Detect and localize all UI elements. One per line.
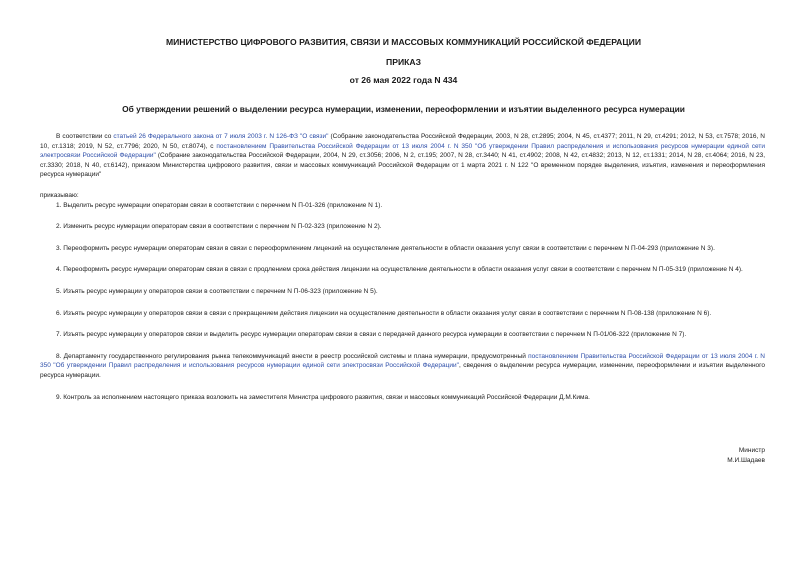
item8-text-1: 8. Департаменту государственного регулирования рынка телекоммуникаций внести в реестр российской системы и плана нумерации, предусмотренный xyxy=(56,352,529,360)
order-item-8 xyxy=(40,352,765,381)
item8-text-2: , сведения о выделении ресурса нумерации, изменении, переоформлении и изъятии выделенного ресурса нумерации. xyxy=(40,362,765,379)
item8-resolution-350-link[interactable]: постановлением Правительства Российской Федерации от 13 июля 2004 г. N 350 "Об утверждении Правил распределения и использования ресурсов нумерации единой сети электросвязи Российской Федерации" xyxy=(40,352,765,370)
document-body xyxy=(40,132,765,414)
signatory-position: Министр xyxy=(738,447,765,454)
order-item-3: 3. Переоформить ресурс нумерации операторам связи в связи с переоформлением лицензий на осуществление деятельности в области оказания услуг связи в соответствии с перечнем N П-04-293 (приложение N 3). xyxy=(56,244,715,252)
order-item-6: 6. Изъять ресурс нумерации у операторов связи в связи с прекращением действия лицензии на осуществление деятельности в области оказания услуг связи в соответствии с перечнем N П-08-138 (приложение N 6). xyxy=(56,309,712,317)
preamble-text-1: В соответствии со xyxy=(56,133,114,140)
ministry-heading: МИНИСТЕРСТВО ЦИФРОВОГО РАЗВИТИЯ, СВЯЗИ И МАССОВЫХ КОММУНИКАЦИЙ РОССИЙСКОЙ ФЕДЕРАЦИИ xyxy=(165,37,642,47)
order-item-9: 9. Контроль за исполнением настоящего приказа возложить на заместителя Министра цифрового развития, связи и массовых коммуникаций Российской Федерации Д.М.Кима. xyxy=(56,393,590,401)
order-item-1: 1. Выделить ресурс нумерации операторам связи в соответствии с перечнем N П-01-326 (приложение N 1). xyxy=(56,201,383,209)
law-126-link[interactable]: статьей 26 Федерального закона от 7 июля 2003 г. N 126-ФЗ "О связи" xyxy=(113,133,329,140)
signatory-name: М.И.Шадаев xyxy=(727,457,765,464)
order-item-2: 2. Изменить ресурс нумерации операторам связи в соответствии с перечнем N П-02-323 (приложение N 2). xyxy=(56,223,382,231)
preamble-text-3: (Собрание законодательства Российской Федерации, 2004, N 29, ст.3056; 2006, N 2, ст.195; 2007, N 28, ст.3440; N 41, ст.4902; 2008, N 42, ст.4832; 2013, N 12, ст.1331; 2014, N 28, ст.4064; 2016, N 23, ст.3330; 2018, N 40, ст.6142), приказом Министерства цифрового развития, связи и массовых коммуникаций Российской Федерации от 1 марта 2021 г. N 122 "О временном порядке выделения, изъятия, изменения и переоформления ресурса нумерации" xyxy=(40,152,765,179)
resolution-350-link[interactable]: постановлением Правительства Российской Федерации от 13 июля 2004 г. N 350 "Об утверждении Правил распределения и использования ресурсов нумерации единой сети электросвязи Российской Федерации" xyxy=(40,142,765,160)
preamble-text-2: (Собрание законодательства Российской Федерации, 2003, N 28, ст.2895; 2004, N 45, ст.4377; 2011, N 29, ст.4291; 2012, N 53, ст.7578; 2016, N 10, ст.1318; 2019, N 52, ст.7796; 2020, N 50, ст.8074), с xyxy=(40,133,765,150)
order-item-5: 5. Изъять ресурс нумерации у операторов связи в соответствии с перечнем N П-06-323 (приложение N 5). xyxy=(56,287,378,295)
document-date-number: от 26 мая 2022 года N 434 xyxy=(349,75,458,85)
order-item-7: 7. Изъять ресурс нумерации у операторов связи и выделить ресурс нумерации операторам связи в связи с передачей данного ресурса нумерации в соответствии с перечнем N П-01/06-322 (приложение N 7). xyxy=(56,331,687,339)
signature-block xyxy=(727,446,765,466)
order-item-4: 4. Переоформить ресурс нумерации операторам связи в связи с продлением срока действия лицензии на осуществление деятельности в области оказания услуг связи в соответствии с перечнем N П-05-319 (приложение N 4). xyxy=(56,266,743,274)
document-type: ПРИКАЗ xyxy=(386,57,421,67)
document-title: Об утверждении решений о выделении ресурса нумерации, изменении, переоформлении и изъятии выделенного ресурса нумерации xyxy=(122,104,685,114)
preamble-paragraph xyxy=(40,132,765,180)
decree-word: приказываю: xyxy=(40,191,79,199)
